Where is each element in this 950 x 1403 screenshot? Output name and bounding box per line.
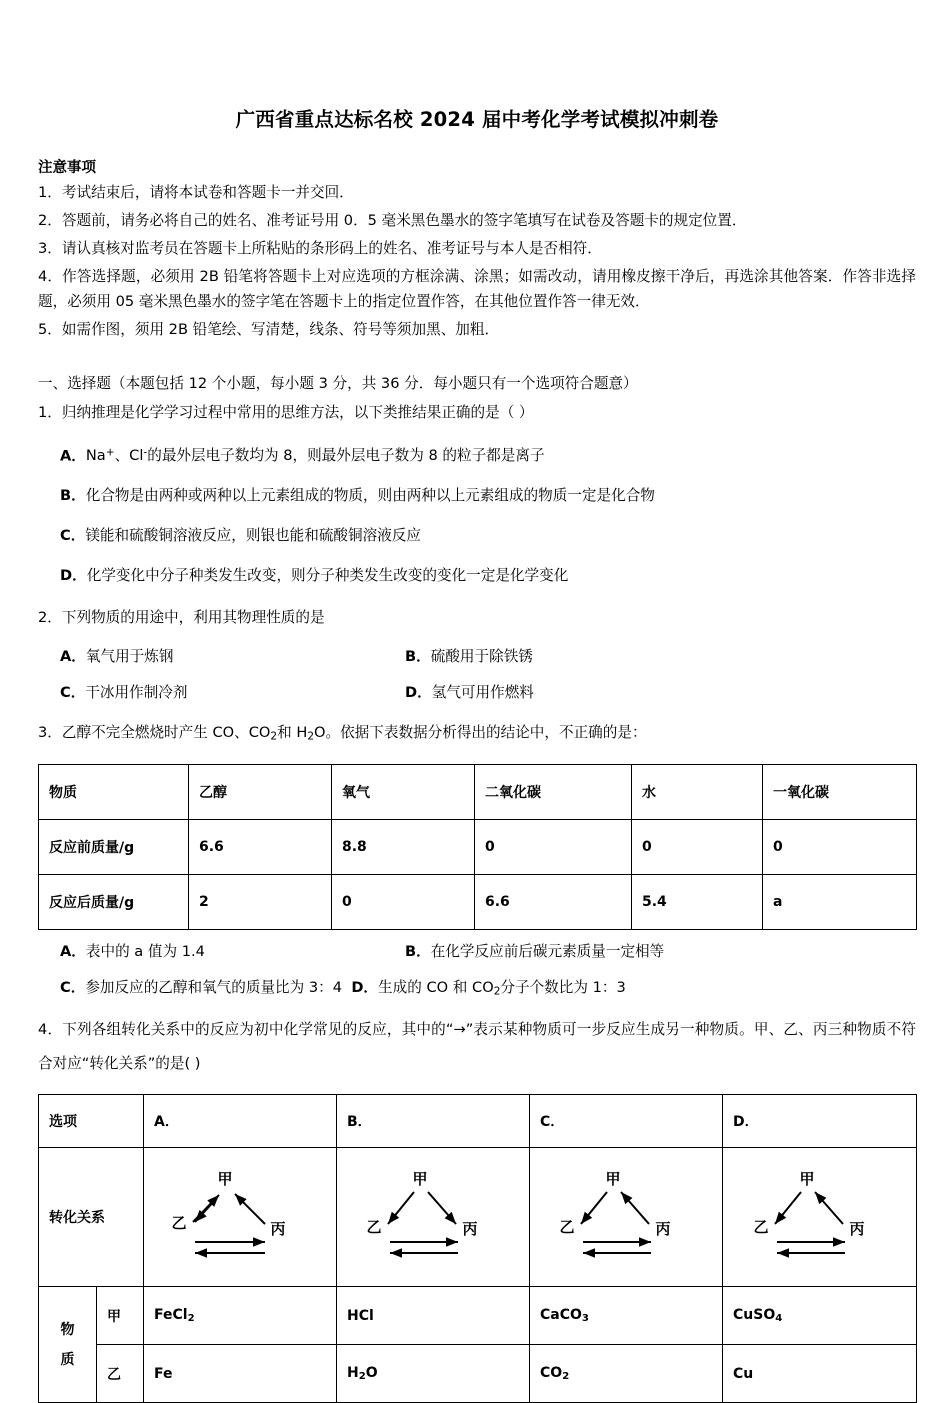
table-header-cell: C．: [530, 1095, 723, 1148]
table-cell: 8.8: [332, 819, 475, 874]
table-header-cell: B．: [337, 1095, 530, 1148]
question-2-option-c[interactable]: [60, 681, 405, 702]
question-3-stem: 3．乙醇不完全燃烧时产生 CO、$CO_2$和 $H_2O$。依据下表数据分析得出的结论中，不正确的是：: [38, 724, 647, 743]
question-3-option-d[interactable]: [351, 979, 625, 996]
question-3-data-table: [38, 764, 917, 930]
table-cell: Fe: [144, 1345, 337, 1403]
option-text: 干冰用作制冷剂: [85, 684, 188, 702]
table-cell: 0: [763, 819, 917, 874]
table-row-yi: [39, 1345, 917, 1403]
diagram-label-left: 乙: [559, 1218, 575, 1237]
section-title-multiple-choice: 一、选择题（本题包括 12 个小题，每小题 3 分，共 36 分．每小题只有一个选项符合题意）: [38, 375, 638, 392]
question-2-option-d[interactable]: [405, 681, 534, 702]
diagram-cell-option-a: [144, 1148, 337, 1287]
diagram-label-top: 甲: [798, 1170, 815, 1189]
diagram-label-left: 乙: [366, 1218, 382, 1237]
diagram-label-right: 丙: [462, 1220, 478, 1239]
option-text: 生成的 CO 和 $CO_2$分子个数比为 1：3: [378, 978, 626, 998]
option-label: C．: [60, 978, 86, 996]
row-label: 反应后质量/g: [39, 874, 189, 929]
option-text: Na+、Cl-的最外层电子数均为 8，则最外层电子数为 8 的粒子都是离子: [85, 447, 545, 465]
table-cell: FeCl$_2$: [144, 1287, 337, 1345]
option-label: C．: [60, 684, 86, 702]
table-cell: 2: [189, 874, 332, 929]
row-label-relation: 转化关系: [39, 1148, 144, 1287]
table-header-cell: D．: [723, 1095, 917, 1148]
question-2-stem: 2．下列物质的用途中，利用其物理性质的是: [38, 609, 325, 627]
notice-item: 3．请认真核对监考员在答题卡上所粘贴的条形码上的姓名、准考证号与本人是否相符．: [38, 240, 602, 257]
table-row-relation: [39, 1148, 917, 1287]
option-label: A．: [60, 447, 86, 465]
table-row: [39, 819, 917, 874]
table-row: [39, 874, 917, 929]
question-2-option-a[interactable]: [60, 645, 405, 666]
table-header-cell: 乙醇: [189, 764, 332, 819]
substance-char-1: 物: [60, 1321, 75, 1338]
option-label: D．: [60, 567, 87, 585]
question-2-options: [38, 645, 916, 702]
table-cell: 6.6: [189, 819, 332, 874]
option-text: 表中的 a 值为 1.4: [85, 942, 205, 960]
question-1-option-c[interactable]: [38, 524, 916, 548]
diagram-cell-option-b: [337, 1148, 530, 1287]
option-text: 化合物是由两种或两种以上元素组成的物质，则由两种以上元素组成的物质一定是化合物: [85, 487, 655, 505]
row-label-jia: 甲: [97, 1287, 144, 1345]
table-header-cell-option: 选项: [39, 1095, 144, 1148]
row-label-yi: 乙: [97, 1345, 144, 1403]
table-cell: Cu: [723, 1345, 917, 1403]
conversion-diagram-a: [165, 1162, 315, 1272]
question-4-conversion-table: [38, 1094, 917, 1403]
diagram-label-left: 乙: [171, 1214, 187, 1233]
option-text: 参加反应的乙醇和氧气的质量比为 3：4: [85, 978, 343, 996]
diagram-cell-option-d: [723, 1148, 917, 1287]
table-row-header: [39, 764, 917, 819]
table-header-cell: 物质: [39, 764, 189, 819]
table-header-cell: 水: [632, 764, 763, 819]
table-cell: CuSO$_4$: [723, 1287, 917, 1345]
page-title: 广西省重点达标名校 2024 届中考化学考试模拟冲刺卷: [235, 108, 719, 131]
option-text: 在化学反应前后碳元素质量一定相等: [430, 942, 665, 960]
table-cell: 0: [475, 819, 632, 874]
table-cell: 0: [332, 874, 475, 929]
table-cell: $H_2O$: [337, 1345, 530, 1403]
table-header-cell: 一氧化碳: [763, 764, 917, 819]
option-label: B．: [405, 648, 431, 666]
row-label: 反应前质量/g: [39, 819, 189, 874]
question-1-option-d[interactable]: [38, 564, 916, 588]
question-1-options: [38, 441, 916, 588]
table-row-header: [39, 1095, 917, 1148]
table-cell: 5.4: [632, 874, 763, 929]
question-2-option-b[interactable]: [405, 645, 533, 666]
table-header-cell: 氧气: [332, 764, 475, 819]
conversion-diagram-b: [358, 1162, 508, 1272]
notice-item: 1．考试结束后，请将本试卷和答题卡一并交回．: [38, 184, 354, 201]
diagram-label-right: 丙: [270, 1220, 286, 1239]
option-label: D．: [405, 684, 432, 702]
table-cell: HCl: [337, 1287, 530, 1345]
diagram-cell-option-c: [530, 1148, 723, 1287]
option-label: D．: [351, 978, 379, 996]
table-header-cell: 二氧化碳: [475, 764, 632, 819]
notice-heading: 注意事项: [38, 160, 96, 176]
table-cell: 0: [632, 819, 763, 874]
option-label: B．: [60, 487, 86, 505]
conversion-diagram-c: [551, 1162, 701, 1272]
substance-char-2: 质: [60, 1351, 75, 1368]
diagram-label-top: 甲: [605, 1170, 621, 1189]
table-header-cell: A．: [144, 1095, 337, 1148]
table-cell: CaCO$_3$: [530, 1287, 723, 1345]
notice-list: [38, 180, 916, 342]
question-3-options: [38, 940, 916, 1003]
question-3-option-c[interactable]: [60, 979, 342, 996]
table-cell: a: [763, 874, 917, 929]
diagram-label-right: 丙: [655, 1220, 671, 1239]
question-1-option-a[interactable]: [38, 441, 916, 468]
conversion-diagram-d: [745, 1162, 895, 1272]
diagram-label-top: 甲: [217, 1170, 233, 1189]
notice-item: 4．作答选择题，必须用 2B 铅笔将答题卡上对应选项的方框涂满、涂黑；如需改动，请用橡皮擦干净后，再选涂其他答案．作答非选择题，必须用 05 毫米黑色墨水的签字笔在答题卡上的指定位置作答，在其他位置作答一律无效．: [38, 268, 916, 310]
question-4-stem: 4．下列各组转化关系中的反应为初中化学常见的反应，其中的“→”表示某种物质可一步反应生成另一种物质。甲、乙、丙三种物质不符合对应“转化关系”的是( ): [38, 1021, 916, 1073]
question-1-option-b[interactable]: [38, 484, 916, 508]
row-label-substance: [39, 1287, 97, 1403]
option-label: B．: [405, 942, 431, 960]
question-3-option-a[interactable]: [60, 940, 405, 961]
question-1-stem: 1．归纳推理是化学学习过程中常用的思维方法，以下类推结果正确的是（ ）: [38, 404, 534, 421]
notice-item: 5．如需作图，须用 2B 铅笔绘、写清楚，线条、符号等须加黑、加粗．: [38, 321, 500, 338]
diagram-label-top: 甲: [412, 1170, 428, 1189]
option-text: 氢气可用作燃料: [431, 684, 534, 702]
option-text: 氧气用于炼钢: [85, 648, 174, 666]
question-3-option-b[interactable]: [405, 940, 664, 961]
option-text: 硫酸用于除铁锈: [430, 648, 533, 666]
option-label: A．: [60, 648, 86, 666]
option-label: C．: [60, 527, 86, 545]
notice-item: 2．答题前，请务必将自己的姓名、准考证号用 0．5 毫米黑色墨水的签字笔填写在试卷及答题卡的规定位置．: [38, 212, 747, 229]
table-cell: 6.6: [475, 874, 632, 929]
option-text: 镁能和硫酸铜溶液反应，则银也能和硫酸铜溶液反应: [85, 527, 421, 545]
option-label: A．: [60, 942, 86, 960]
table-cell: $CO_2$: [530, 1345, 723, 1403]
diagram-label-right: 丙: [848, 1220, 865, 1239]
table-row-jia: [39, 1287, 917, 1345]
option-text: 化学变化中分子种类发生改变，则分子种类发生改变的变化一定是化学变化: [86, 567, 569, 585]
diagram-label-left: 乙: [752, 1218, 769, 1237]
